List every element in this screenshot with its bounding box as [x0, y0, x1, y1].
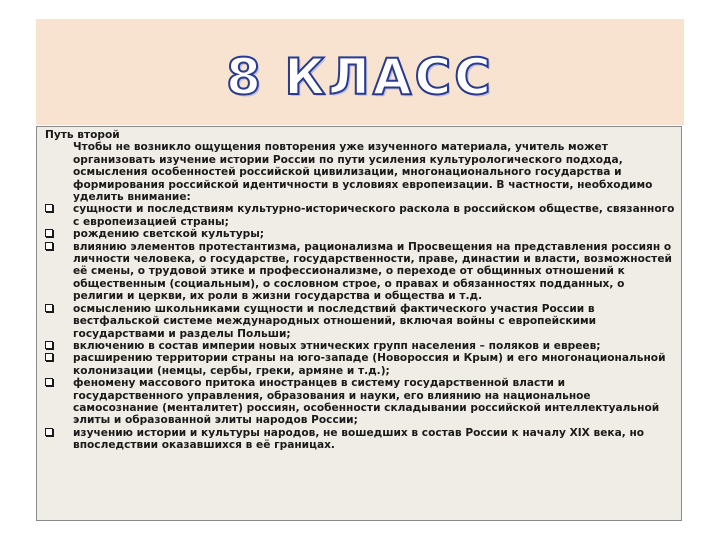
list-item: [43, 228, 675, 240]
checkbox-bullet-icon: [45, 229, 53, 237]
checkbox-bullet-icon: [45, 428, 53, 436]
checkbox-bullet-icon: [45, 242, 53, 250]
checkbox-bullet-icon: [45, 353, 53, 361]
list-item-text: расширению территории страны на юго-западе (Новороссия и Крым) и его многонациональной колонизации (немцы, сербы, греки, армяне и т.д.);: [73, 352, 666, 377]
list-item: [43, 427, 675, 452]
bullet-list: [43, 203, 675, 451]
checkbox-bullet-icon: [45, 341, 53, 349]
list-item: [43, 303, 675, 340]
list-item-text: включению в состав империи новых этнических групп населения – поляков и евреев;: [73, 339, 601, 352]
list-item: [43, 352, 675, 377]
checkbox-bullet-icon: [45, 304, 53, 312]
list-item-text: рождению светской культуры;: [73, 228, 265, 241]
list-item-text: изучению истории и культуры народов, не вошедших в состав России к началу XIX века, но впоследствии оказавшихся в её границах.: [73, 426, 645, 452]
list-item: [43, 203, 675, 228]
list-item-text: сущности и последствиям культурно-исторического раскола в российском обществе, связанного с европеизацией страны;: [73, 203, 675, 228]
section-heading: Путь второй: [45, 129, 120, 141]
list-item: [43, 377, 675, 427]
list-item-text: осмыслению школьниками сущности и последствий фактического участия России в вестфальской системе международных отношений, включая войны с европейскими государствами и разделы Польши;: [73, 302, 597, 340]
checkbox-bullet-icon: [45, 378, 53, 386]
list-item-text: влиянию элементов протестантизма, рационализма и Просвещения на представления россиян о личности человека, о государстве, государственности, праве, династии и власти, возможностей её смены, о трудовой этике и профессионализме, о переходе от общинных отношений к общественным (социальным), о сословном строе, о правах и обязанностях подданных, о религии и церкви, их роли в жизни государства и общества и т.д.: [73, 240, 672, 303]
intro-paragraph: Чтобы не возникло ощущения повторения уже изученного материала, учитель может организовать изучение истории России по пути усиления культурологического подхода, осмысления особенностей российской цивилизации, многонационального государства и формирования российской идентичности в условиях европеизации. В частности, необходимо уделить внимание:: [73, 141, 653, 204]
list-item: [43, 241, 675, 303]
checkbox-bullet-icon: [45, 204, 53, 212]
title-panel: [36, 19, 684, 125]
content-box: [36, 126, 682, 521]
slide-title: 8 КЛАСС: [226, 48, 494, 106]
list-item-text: феномену массового притока иностранцев в систему государственной власти и государственного управления, образования и науки, его влиянию на национальное самосознание (менталитет) россиян, особенности складывании российской интеллектуальной элиты и образованной элиты народов России;: [73, 377, 660, 427]
list-item: [43, 340, 675, 352]
